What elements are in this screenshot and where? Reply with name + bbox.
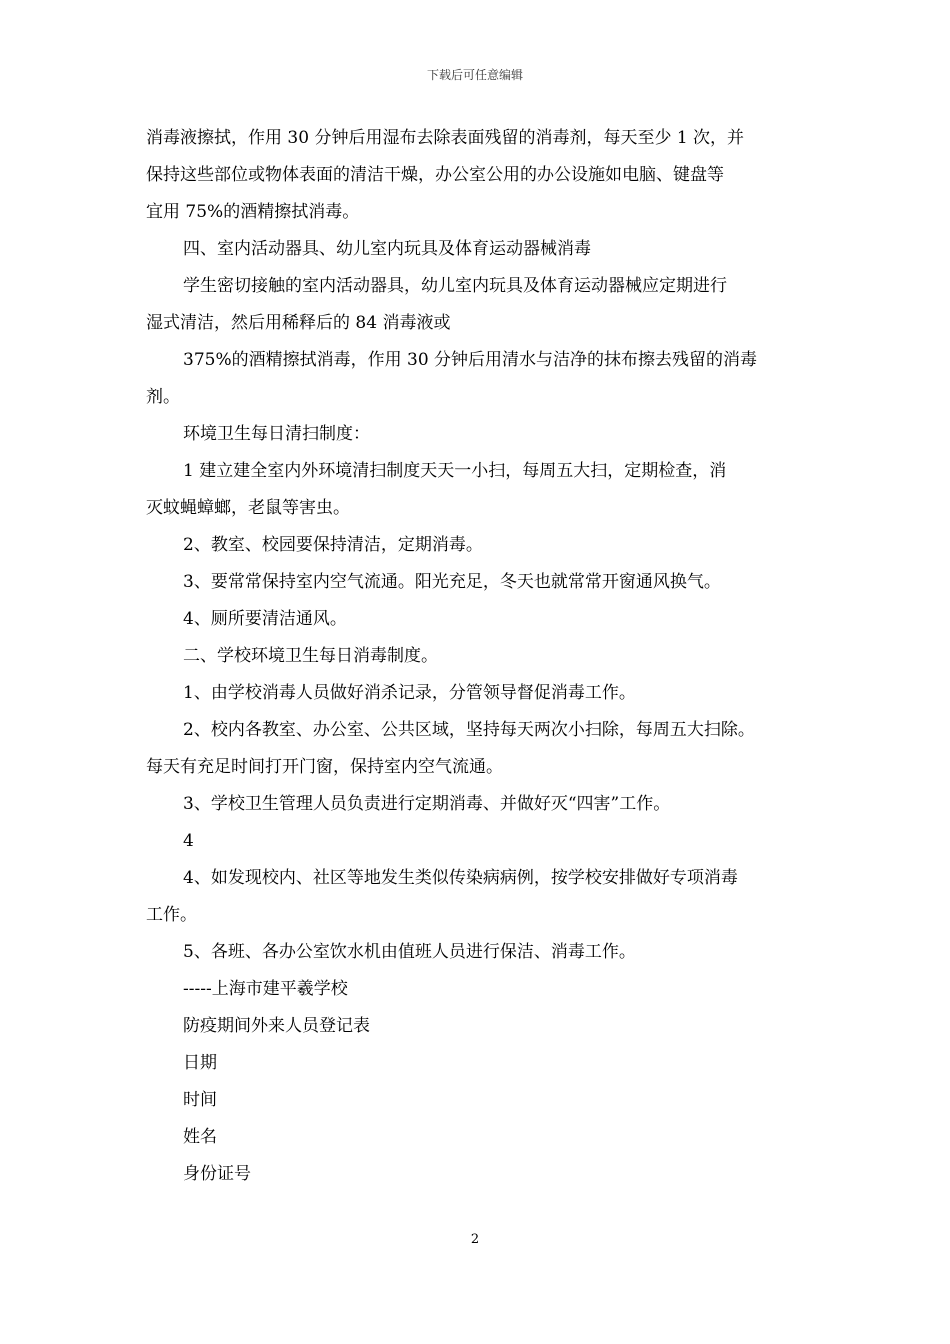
line-16: 2、校内各教室、办公室、公共区域，坚持每天两次小扫除，每周五大扫除。 (183, 720, 755, 740)
line-13: 4、厕所要清洁通风。 (183, 609, 347, 629)
line-11: 2、教室、校园要保持清洁，定期消毒。 (183, 535, 483, 555)
line-18: 3、学校卫生管理人员负责进行定期消毒、并做好灭“四害”工作。 (183, 794, 671, 814)
line-14: 二、学校环境卫生每日消毒制度。 (183, 646, 438, 666)
line-15: 1、由学校消毒人员做好消杀记录，分管领导督促消毒工作。 (183, 683, 636, 703)
line-2: 宜用 75%的酒精擦拭消毒。 (146, 202, 360, 222)
line-28: 身份证号 (183, 1164, 251, 1184)
line-17: 每天有充足时间打开门窗，保持室内空气流通。 (146, 757, 503, 777)
line-8: 环境卫生每日清扫制度： (183, 424, 370, 444)
line-1: 保持这些部位或物体表面的清洁干燥，办公室公用的办公设施如电脑、键盘等 (146, 165, 724, 185)
line-6: 375%的酒精擦拭消毒，作用 30 分钟后用清水与洁净的抹布擦去残留的消毒 (183, 350, 758, 370)
line-3: 四、室内活动器具、幼儿室内玩具及体育运动器械消毒 (183, 239, 591, 259)
line-26: 时间 (183, 1090, 217, 1110)
line-20: 4、如发现校内、社区等地发生类似传染病病例，按学校安排做好专项消毒 (183, 868, 738, 888)
page-number: 2 (470, 1232, 480, 1247)
line-24: 防疫期间外来人员登记表 (183, 1016, 370, 1036)
line-19: 4 (183, 831, 194, 851)
document-body (146, 120, 816, 1193)
line-22: 5、各班、各办公室饮水机由值班人员进行保洁、消毒工作。 (183, 942, 636, 962)
line-0: 消毒液擦拭，作用 30 分钟后用湿布去除表面残留的消毒剂，每天至少 1 次，并 (146, 128, 745, 148)
line-9: 1 建立建全室内外环境清扫制度天天一小扫，每周五大扫，定期检查，消 (183, 461, 727, 481)
line-7: 剂。 (146, 387, 180, 407)
line-10: 灭蚊蝇蟑螂，老鼠等害虫。 (146, 498, 350, 518)
line-12: 3、要常常保持室内空气流通。阳光充足，冬天也就常常开窗通风换气。 (183, 572, 721, 592)
line-21: 工作。 (146, 905, 197, 925)
line-23: -----上海市建平羲学校 (183, 979, 348, 999)
line-5: 湿式清洁，然后用稀释后的 84 消毒液或 (146, 313, 451, 333)
line-27: 姓名 (183, 1127, 217, 1147)
line-4: 学生密切接触的室内活动器具，幼儿室内玩具及体育运动器械应定期进行 (183, 276, 727, 296)
page-header: 下载后可任意编辑 (426, 68, 523, 82)
line-25: 日期 (183, 1053, 217, 1073)
